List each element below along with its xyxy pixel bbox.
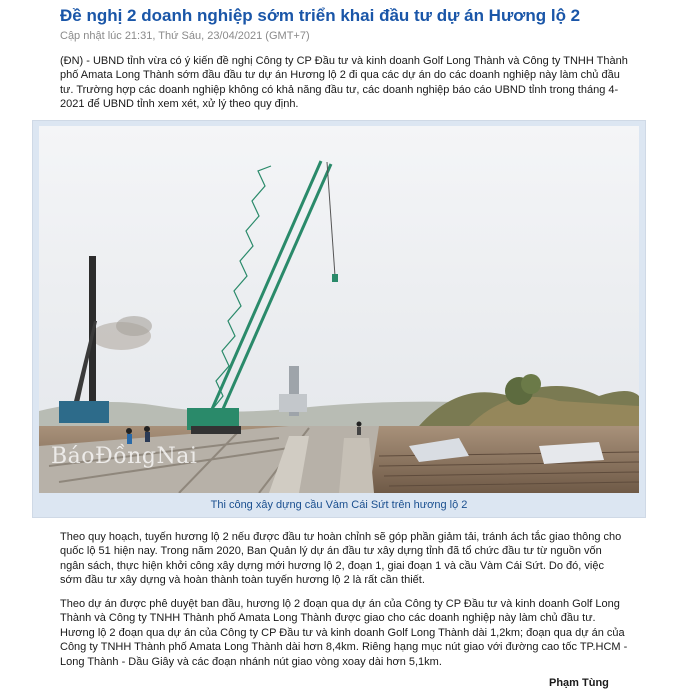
lead-line: (ĐN) - UBND tỉnh vừa có ý kiến đề nghị Công ty CP Đầu tư và kinh doanh Golf Long Thành và Công ty TNHH Thành: [60, 55, 628, 67]
lead-line: tư. Trường hợp các doanh nghiệp không có khả năng đầu tư, các doanh nghiệp báo cáo UBND tỉnh trong tháng 4-: [60, 83, 619, 96]
para-line: Công ty TNHH Thành phố Amata Long Thành dài hơn 8,4km. Riêng hạng mục nút giao với đường cao tốc TP.HCM -: [60, 641, 628, 654]
para-line: Thành và Công ty TNHH Thành phố Amata Long Thành được giao cho các doanh nghiệp này làm chủ đầu tư.: [60, 612, 596, 625]
para-line: ngân sách, thực hiện khởi công xây dựng mới hương lộ 2, đoạn 1, giai đoạn 1 và cầu Vàm Cái Sứt. Do đó, việc: [60, 559, 604, 572]
para-line: Theo quy hoạch, tuyến hương lộ 2 nếu được đầu tư hoàn chỉnh sẽ góp phần giảm tải, tránh ách tắc giao thông cho: [60, 531, 622, 543]
paragraph-3: [60, 597, 674, 669]
lead-line: 2021 để UBND tỉnh xem xét, xử lý theo quy định.: [60, 98, 299, 111]
para-line: quốc lộ 51 hiện nay. Trong năm 2020, Ban Quản lý dự án đầu tư xây dựng tỉnh đã tổ chức đầu tư từ nguồn vốn: [60, 545, 602, 558]
watermark-logo: BáoĐồngNai: [51, 444, 198, 469]
article-figure: [32, 120, 646, 518]
construction-photo[interactable]: [39, 126, 639, 493]
paragraph-2: [60, 530, 674, 588]
author-name: Phạm Tùng: [549, 677, 609, 689]
construction-scene-image: [39, 126, 639, 493]
update-timestamp: Cập nhật lúc 21:31, Thứ Sáu, 23/04/2021 (GMT+7): [60, 30, 310, 42]
lead-paragraph: [60, 54, 674, 112]
para-line: Long Thành - Dầu Giây và các đoạn nhánh nút giao vòng xoay dài hơn 5,1km.: [60, 655, 442, 668]
para-line: sớm đầu tư xây dựng và hoàn thành toàn tuyến hương lộ 2 là rất cần thiết.: [60, 574, 425, 587]
article-title[interactable]: Đề nghị 2 doanh nghiệp sớm triển khai đầu tư dự án Hương lộ 2: [60, 6, 581, 25]
para-line: Hương lộ 2 đoạn qua dự án của Công ty CP Đầu tư và kinh doanh Golf Long Thành dài 1,2km; đoạn qua dự án của: [60, 626, 625, 639]
para-line: Theo dự án được phê duyệt ban đầu, hương lộ 2 đoạn qua dự án của Công ty CP Đầu tư và kinh doanh Golf Long: [60, 598, 620, 610]
image-caption: Thi công xây dựng cầu Vàm Cái Sứt trên hương lộ 2: [210, 499, 468, 511]
lead-line: phố Amata Long Thành sớm đầu đầu tư dự án Hương lộ 2 đi qua các dự án do các doanh nghiệp này làm chủ đầu: [60, 69, 620, 82]
